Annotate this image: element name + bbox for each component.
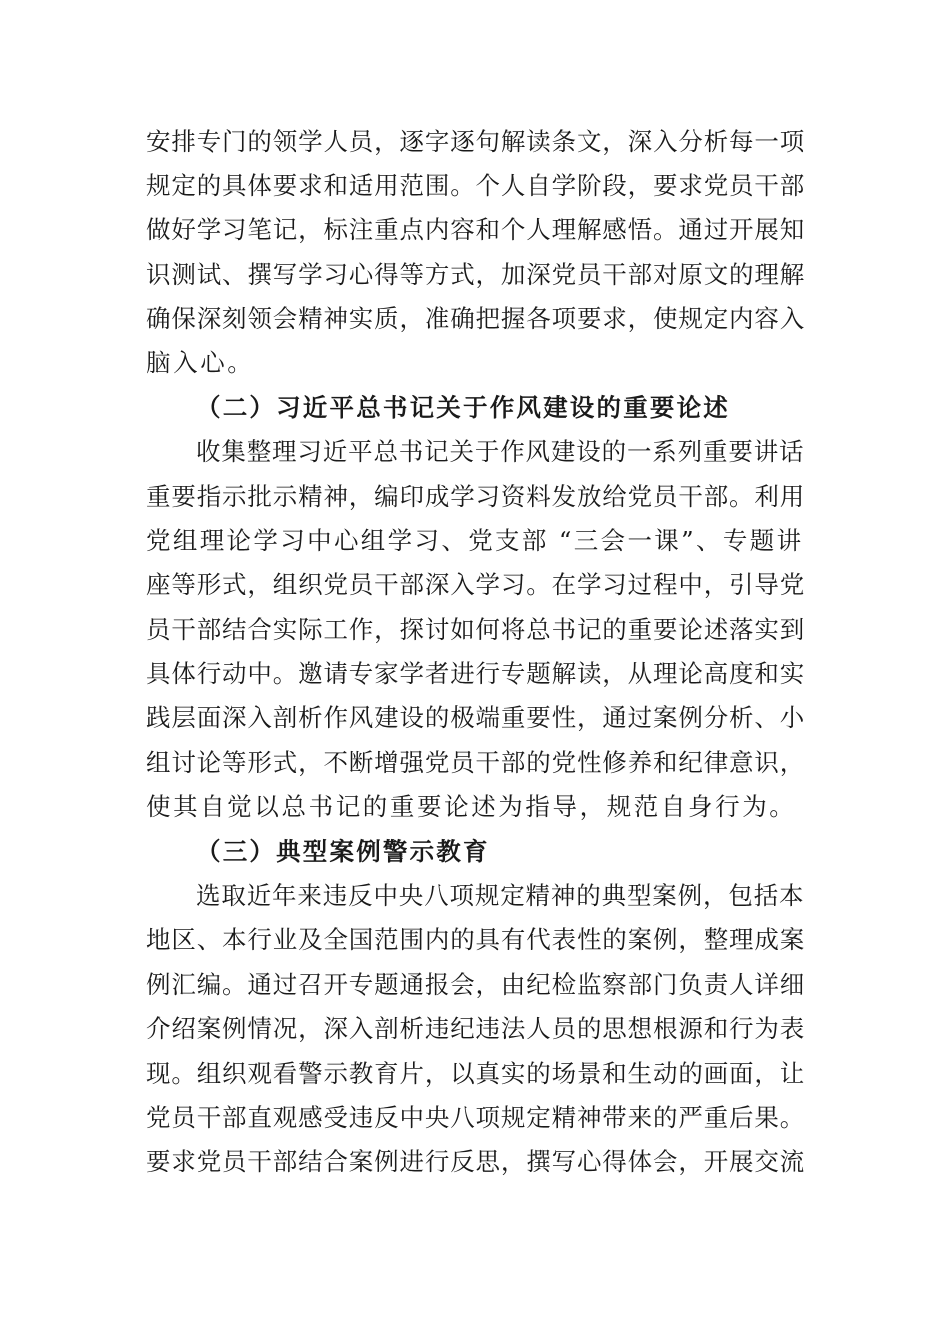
paragraph-line: 介绍案例情况，深入剖析违纪违法人员的思想根源和行为表 xyxy=(146,1014,806,1043)
section-heading: （二）习近平总书记关于作风建设的重要论述 xyxy=(196,393,730,422)
paragraph-line: 重要指示批示精神，编印成学习资料发放给党员干部。利用 xyxy=(146,482,806,511)
paragraph-line: 组讨论等形式，不断增强党员干部的党性修养和纪律意识， xyxy=(146,748,806,777)
paragraph-line: 使其自觉以总书记的重要论述为指导，规范自身行为。 xyxy=(146,792,797,821)
paragraph-line: 践层面深入剖析作风建设的极端重要性，通过案例分析、小 xyxy=(146,703,806,732)
paragraph-line: 确保深刻领会精神实质，准确把握各项要求，使规定内容入 xyxy=(146,304,806,333)
paragraph-line: 党组理论学习中心组学习、党支部 “三会一课”、专题讲 xyxy=(146,526,804,555)
paragraph-line: 规定的具体要求和适用范围。个人自学阶段，要求党员干部 xyxy=(146,171,806,200)
paragraph-line: 选取近年来违反中央八项规定精神的典型案例，包括本 xyxy=(196,881,805,910)
section-heading: （三）典型案例警示教育 xyxy=(196,837,490,866)
paragraph-line: 例汇编。通过召开专题通报会，由纪检监察部门负责人详细 xyxy=(146,970,806,999)
paragraph-line: 地区、本行业及全国范围内的具有代表性的案例，整理成案 xyxy=(146,925,806,954)
paragraph-line: 现。组织观看警示教育片，以真实的场景和生动的画面，让 xyxy=(146,1059,806,1088)
paragraph-line: 安排专门的领学人员，逐字逐句解读条文，深入分析每一项 xyxy=(146,127,806,156)
paragraph-line: 具体行动中。邀请专家学者进行专题解读，从理论高度和实 xyxy=(146,659,806,688)
paragraph-line: 脑入心。 xyxy=(146,348,255,377)
paragraph-line: 识测试、撰写学习心得等方式，加深党员干部对原文的理解 xyxy=(146,260,806,289)
paragraph-line: 做好学习笔记，标注重点内容和个人理解感悟。通过开展知 xyxy=(146,215,806,244)
paragraph-line: 要求党员干部结合案例进行反思，撰写心得体会，开展交流 xyxy=(146,1147,806,1176)
paragraph-line: 党员干部直观感受违反中央八项规定精神带来的严重后果。 xyxy=(146,1103,806,1132)
paragraph-line: 收集整理习近平总书记关于作风建设的一系列重要讲话 xyxy=(196,437,805,466)
paragraph-line: 员干部结合实际工作，探讨如何将总书记的重要论述落实到 xyxy=(146,615,806,644)
paragraph-line: 座等形式，组织党员干部深入学习。在学习过程中，引导党 xyxy=(146,570,806,599)
